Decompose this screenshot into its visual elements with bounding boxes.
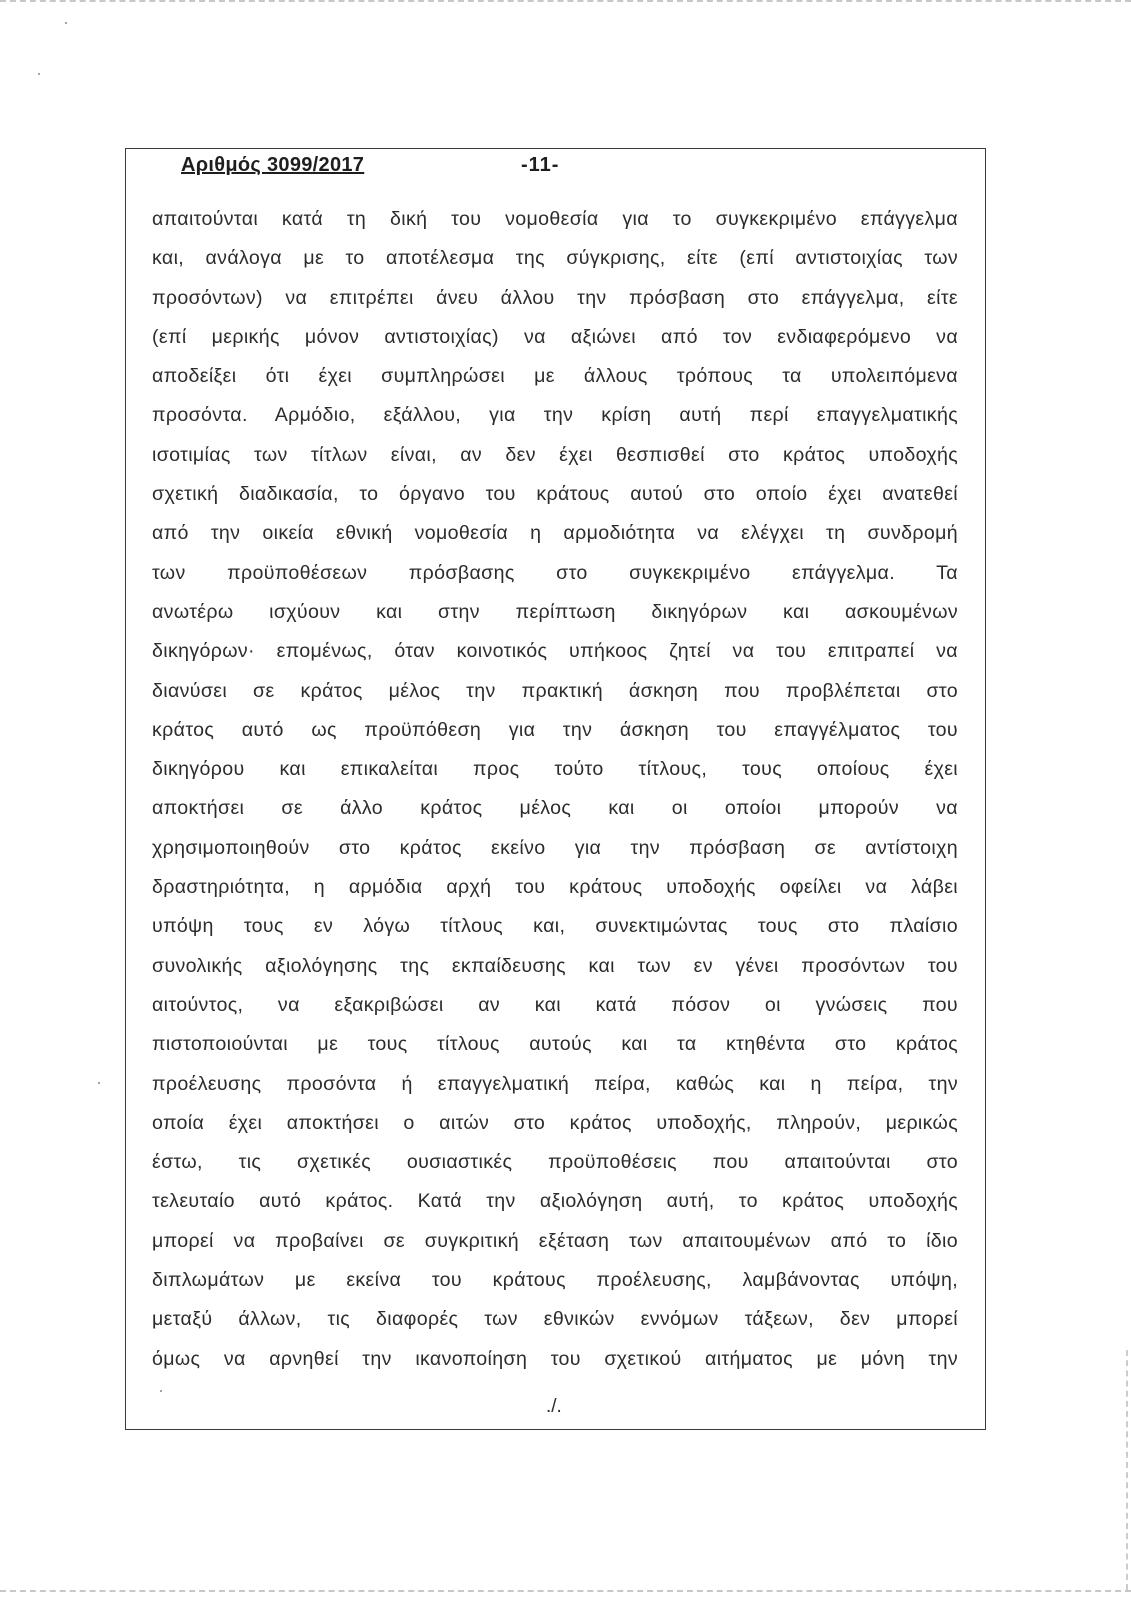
scan-edge-bottom: [0, 1590, 1131, 1596]
continuation-mark: ./.: [546, 1396, 562, 1417]
text-line: από την οικεία εθνική νομοθεσία η αρμοδιότητα να ελέγχει τη συνδρομή: [152, 522, 958, 545]
text-line: των προϋποθέσεων πρόσβασης στο συγκεκριμένο επάγγελμα. Τα: [152, 561, 958, 584]
text-line: κράτος αυτό ως προϋπόθεση για την άσκηση του επαγγέλματος του: [152, 718, 958, 741]
scan-speck: [65, 22, 67, 24]
text-line: όμως να αρνηθεί την ικανοποίηση του σχετικού αιτήματος με μόνη την: [152, 1347, 958, 1370]
scan-edge-right: [1126, 1350, 1130, 1590]
text-line: σχετική διαδικασία, το όργανο του κράτους αυτού στο οποίο έχει ανατεθεί: [152, 483, 958, 506]
page-header: [181, 152, 881, 182]
text-line: δικηγόρων· επομένως, όταν κοινοτικός υπήκοος ζητεί να του επιτραπεί να: [152, 640, 958, 663]
text-line: μεταξύ άλλων, τις διαφορές των εθνικών εννόμων τάξεων, δεν μπορεί: [152, 1308, 958, 1331]
text-line: ανωτέρω ισχύουν και στην περίπτωση δικηγόρων και ασκουμένων: [152, 600, 958, 623]
text-line: δικηγόρου και επικαλείται προς τούτο τίτλους, τους οποίους έχει: [152, 758, 958, 781]
text-line: αποδείξει ότι έχει συμπληρώσει με άλλους τρόπους τα υπολειπόμενα: [152, 365, 958, 388]
text-line: ισοτιμίας των τίτλων είναι, αν δεν έχει θεσπισθεί στο κράτος υποδοχής: [152, 443, 958, 466]
text-line: αποκτήσει σε άλλο κράτος μέλος και οι οποίοι μπορούν να: [152, 797, 958, 820]
text-line: απαιτούνται κατά τη δική του νομοθεσία για το συγκεκριμένο επάγγελμα: [152, 208, 958, 230]
case-number: Αριθμός 3099/2017: [181, 154, 365, 176]
text-line: προσόντα. Αρμόδιο, εξάλλου, για την κρίση αυτή περί επαγγελματικής: [152, 404, 958, 427]
text-line: διανύσει σε κράτος μέλος την πρακτική άσκηση που προβλέπεται στο: [152, 679, 958, 702]
text-line: προσόντων) να επιτρέπει άνευ άλλου την πρόσβαση στο επάγγελμα, είτε: [152, 286, 958, 309]
text-line: τελευταίο αυτό κράτος. Κατά την αξιολόγηση αυτή, το κράτος υποδοχής: [152, 1190, 958, 1213]
text-line: συνολικής αξιολόγησης της εκπαίδευσης και των εν γένει προσόντων του: [152, 954, 958, 977]
text-line: υπόψη τους εν λόγω τίτλους και, συνεκτιμώντας τους στο πλαίσιο: [152, 915, 958, 938]
text-line: δραστηριότητα, η αρμόδια αρχή του κράτους υποδοχής οφείλει να λάβει: [152, 876, 958, 899]
text-line: και, ανάλογα με το αποτέλεσμα της σύγκρισης, είτε (επί αντιστοιχίας των: [152, 247, 958, 270]
body-text: [152, 200, 958, 1379]
page-number: -11-: [521, 154, 560, 176]
text-line: μπορεί να προβαίνει σε συγκριτική εξέταση των απαιτουμένων από το ίδιο: [152, 1229, 958, 1252]
scan-edge-top: [0, 0, 1131, 6]
text-line: χρησιμοποιηθούν στο κράτος εκείνο για την πρόσβαση σε αντίστοιχη: [152, 836, 958, 859]
scan-speck: [38, 73, 40, 75]
text-line: αιτούντος, να εξακριβώσει αν και κατά πόσον οι γνώσεις που: [152, 993, 958, 1016]
scan-speck: [98, 1082, 100, 1084]
text-line: πιστοποιούνται με τους τίτλους αυτούς και τα κτηθέντα στο κράτος: [152, 1033, 958, 1056]
text-line: έστω, τις σχετικές ουσιαστικές προϋποθέσεις που απαιτούνται στο: [152, 1151, 958, 1174]
text-line: οποία έχει αποκτήσει ο αιτών στο κράτος υποδοχής, πληρούν, μερικώς: [152, 1111, 958, 1134]
text-line: (επί μερικής μόνον αντιστοιχίας) να αξιώνει από τον ενδιαφερόμενο να: [152, 325, 958, 348]
text-line: διπλωμάτων με εκείνα του κράτους προέλευσης, λαμβάνοντας υπόψη,: [152, 1269, 958, 1292]
text-line: προέλευσης προσόντα ή επαγγελματική πείρα, καθώς και η πείρα, την: [152, 1072, 958, 1095]
